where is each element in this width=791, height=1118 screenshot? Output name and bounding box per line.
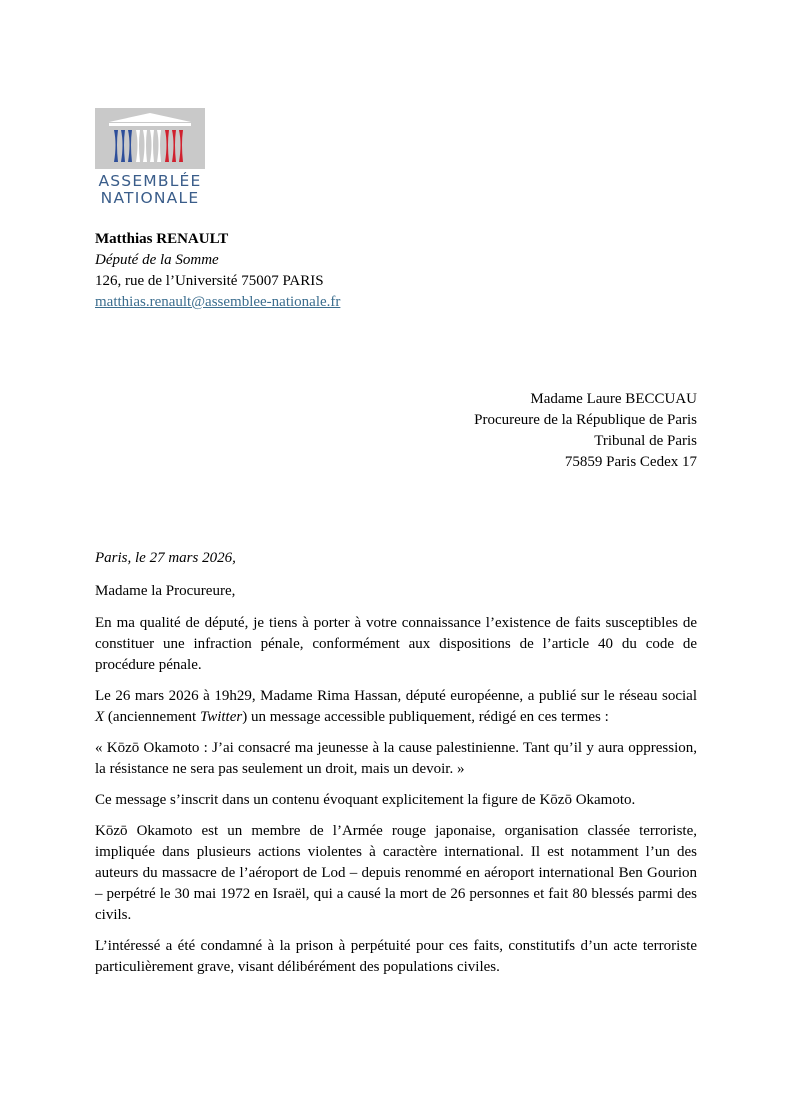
hemicycle-emblem bbox=[95, 108, 205, 169]
logo-wordmark bbox=[95, 173, 205, 207]
letter-date: Paris, le 27 mars 2026, bbox=[95, 550, 236, 566]
logo-line-2: NATIONALE bbox=[100, 189, 200, 207]
sender-email-link[interactable]: matthias.renault@assemblee-nationale.fr bbox=[95, 294, 341, 310]
recipient-city: 75859 Paris Cedex 17 bbox=[564, 454, 697, 470]
social-network-name: X bbox=[95, 709, 105, 725]
logo-line-1: ASSEMBLÉE bbox=[98, 172, 202, 190]
paragraph-2 bbox=[95, 686, 697, 728]
recipient-court: Tribunal de Paris bbox=[594, 433, 697, 449]
letter-body bbox=[95, 548, 697, 988]
paragraph-5: L’intéressé a été condamné à la prison à perpétuité pour ces faits, constitutifs d’un acte terroriste particulièrement grave, visant délibérément des populations civiles. bbox=[95, 938, 697, 975]
paragraph-2-part-b: (anciennement bbox=[104, 709, 200, 725]
sender-role: Député de la Somme bbox=[95, 252, 219, 268]
former-network-name: Twitter bbox=[199, 709, 243, 725]
sender-block bbox=[95, 229, 340, 313]
recipient-title: Procureure de la République de Paris bbox=[474, 412, 697, 428]
paragraph-4: Kōzō Okamoto est un membre de l’Armée rouge japonaise, organisation classée terroriste, impliquée dans plusieurs actions violentes à caractère international. Il est notamment l’un des auteurs du massacre de l’aéroport de Lod – depuis renommé en aéroport international Ben Gourion – perpétré le 30 mai 1972 en Israël, qui a causé la mort de 26 personnes et fait 80 blessés parmi des civils. bbox=[95, 823, 697, 923]
recipient-name: Madame Laure BECCUAU bbox=[530, 391, 697, 407]
quoted-message: « Kōzō Okamoto : J’ai consacré ma jeunesse à la cause palestinienne. Tant qu’il y aura oppression, la résistance ne sera pas seulement un droit, mais un devoir. » bbox=[95, 740, 697, 777]
assemblee-nationale-logo bbox=[95, 108, 207, 207]
salutation: Madame la Procureure, bbox=[95, 583, 236, 599]
recipient-block bbox=[474, 389, 697, 473]
paragraph-3: Ce message s’inscrit dans un contenu évoquant explicitement la figure de Kōzō Okamoto. bbox=[95, 792, 636, 808]
sender-name: Matthias RENAULT bbox=[95, 231, 229, 247]
paragraph-2-part-c: ) un message accessible publiquement, rédigé en ces termes : bbox=[242, 709, 609, 725]
paragraph-1: En ma qualité de député, je tiens à porter à votre connaissance l’existence de faits susceptibles de constituer une infraction pénale, conformément aux dispositions de l’article 40 du code de procédure pénale. bbox=[95, 615, 697, 673]
sender-address: 126, rue de l’Université 75007 PARIS bbox=[95, 273, 324, 289]
paragraph-2-part-a: Le 26 mars 2026 à 19h29, Madame Rima Hassan, député européenne, a publié sur le réseau social bbox=[95, 688, 697, 704]
